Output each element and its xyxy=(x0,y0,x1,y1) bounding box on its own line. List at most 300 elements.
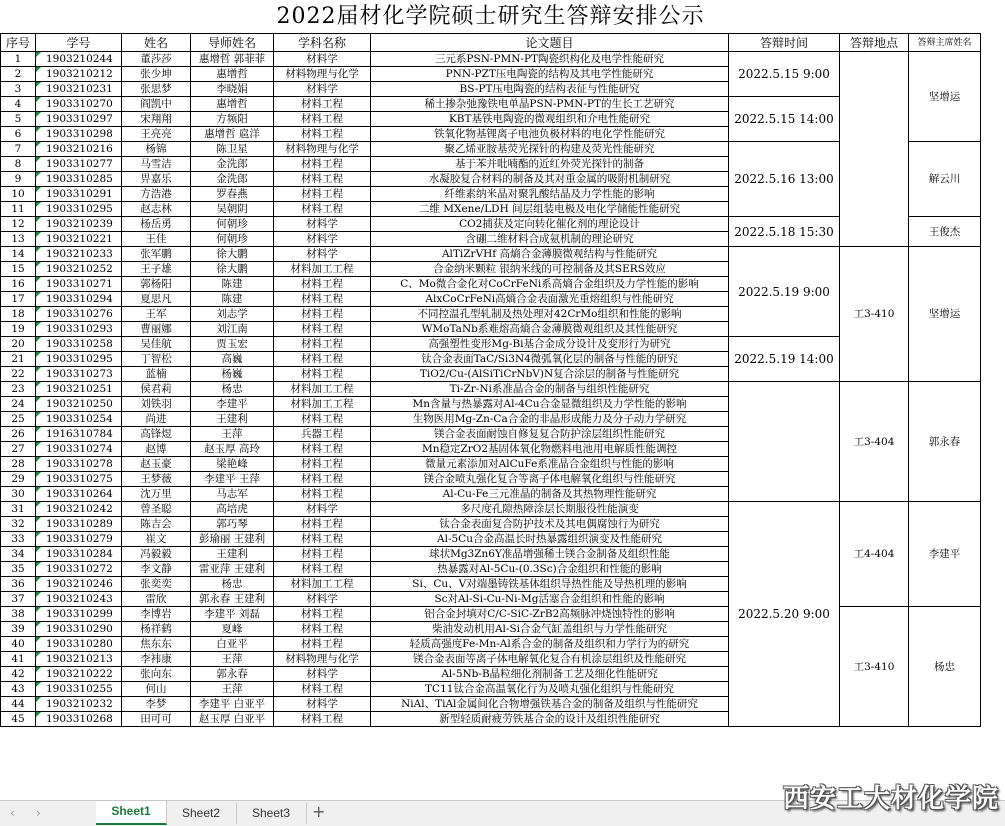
cell-sid[interactable]: 1903310298 xyxy=(36,127,122,142)
cell-no[interactable]: 40 xyxy=(1,637,36,652)
cell-no[interactable]: 18 xyxy=(1,307,36,322)
cell-major[interactable]: 材料物理与化学 xyxy=(274,652,371,667)
cell-advisor[interactable]: 何朝珍 xyxy=(191,217,274,232)
cell-sid[interactable]: 1903310297 xyxy=(36,112,122,127)
cell-major[interactable]: 材料物理与化学 xyxy=(274,67,371,82)
cell-sid[interactable]: 1903210250 xyxy=(36,397,122,412)
cell-advisor[interactable]: 吴朝阴 xyxy=(191,202,274,217)
cell-major[interactable]: 材料工程 xyxy=(274,172,371,187)
cell-no[interactable]: 43 xyxy=(1,682,36,697)
cell-advisor[interactable]: 李建平 刘磊 xyxy=(191,607,274,622)
cell-topic[interactable]: 聚乙烯亚胺基荧光探针的构建及荧光性能研究 xyxy=(371,142,729,157)
cell-time[interactable]: 2022.5.15 9:00 xyxy=(729,52,840,97)
cell-advisor[interactable]: 陈建 xyxy=(191,292,274,307)
cell-major[interactable]: 材料工程 xyxy=(274,532,371,547)
cell-major[interactable]: 材料工程 xyxy=(274,487,371,502)
cell-no[interactable]: 16 xyxy=(1,277,36,292)
cell-advisor[interactable]: 方频阳 xyxy=(191,112,274,127)
cell-major[interactable]: 材料学 xyxy=(274,667,371,682)
cell-advisor[interactable]: 王萍 xyxy=(191,427,274,442)
cell-topic[interactable]: KBT基铁电陶瓷的微观组织和介电性能研究 xyxy=(371,112,729,127)
cell-major[interactable]: 材料学 xyxy=(274,502,371,517)
cell-name[interactable]: 何山 xyxy=(122,682,191,697)
cell-major[interactable]: 材料工程 xyxy=(274,712,371,727)
cell-advisor[interactable]: 杨忠 xyxy=(191,577,274,592)
cell-no[interactable]: 41 xyxy=(1,652,36,667)
cell-sid[interactable]: 1903210242 xyxy=(36,502,122,517)
cell-no[interactable]: 10 xyxy=(1,187,36,202)
cell-advisor[interactable]: 李建平 王萍 xyxy=(191,472,274,487)
cell-name[interactable]: 夏思凡 xyxy=(122,292,191,307)
cell-major[interactable]: 材料工程 xyxy=(274,307,371,322)
cell-sid[interactable]: 1903210252 xyxy=(36,262,122,277)
cell-advisor[interactable]: 马志军 xyxy=(191,487,274,502)
table-row xyxy=(1,217,981,232)
cell-sid[interactable]: 1903310291 xyxy=(36,187,122,202)
cell-topic[interactable]: CO2捕获及定向转化催化剂的理论设计 xyxy=(371,217,729,232)
cell-advisor[interactable]: 郭永春 xyxy=(191,667,274,682)
cell-name[interactable]: 王军 xyxy=(122,307,191,322)
cell-topic[interactable]: 微量元素添加对AlCuFe系准晶合金组织与性能的影响 xyxy=(371,457,729,472)
cell-major[interactable]: 材料学 xyxy=(274,232,371,247)
cell-major[interactable]: 材料工程 xyxy=(274,337,371,352)
cell-name[interactable]: 畀嘉乐 xyxy=(122,172,191,187)
cell-topic[interactable]: TiO2/Cu-(AlSiTiCrNbV)N复合涂层的制备与性能研究 xyxy=(371,367,729,382)
header-place: 答辩地点 xyxy=(840,34,909,52)
cell-advisor[interactable]: 罗春燕 xyxy=(191,187,274,202)
cell-name[interactable]: 董莎莎 xyxy=(122,52,191,67)
cell-advisor[interactable]: 白亚平 xyxy=(191,637,274,652)
cell-sid[interactable]: 1903310294 xyxy=(36,292,122,307)
cell-name[interactable]: 张奕奕 xyxy=(122,577,191,592)
cell-no[interactable]: 24 xyxy=(1,397,36,412)
cell-name[interactable]: 杨锦 xyxy=(122,142,191,157)
cell-topic[interactable]: 轻质高强度Fe-Mn-Al系合金的制备及组织和力学行为的研究 xyxy=(371,637,729,652)
cell-name[interactable]: 方浩港 xyxy=(122,187,191,202)
cell-topic[interactable]: BS-PT压电陶瓷的结构表征与性能研究 xyxy=(371,82,729,97)
cell-major[interactable]: 材料工程 xyxy=(274,682,371,697)
cell-topic[interactable]: 球状Mg3Zn6Y准晶增强稀土镁合金制备及组织性能 xyxy=(371,547,729,562)
cell-sid[interactable]: 1903210251 xyxy=(36,382,122,397)
cell-topic[interactable]: C、Mo微合金化对CoCrFeNi系高熵合金组织及力学性能的影响 xyxy=(371,277,729,292)
cell-topic[interactable]: 多尺度孔隙热障涂层长期服役性能演变 xyxy=(371,502,729,517)
cell-sid[interactable]: 1903210239 xyxy=(36,217,122,232)
cell-major[interactable]: 材料学 xyxy=(274,697,371,712)
cell-name[interactable]: 李文静 xyxy=(122,562,191,577)
cell-topic[interactable]: 二维 MXene/LDH 间层组装电极及电化学储能性能研究 xyxy=(371,202,729,217)
cell-sid[interactable]: 1903210232 xyxy=(36,697,122,712)
cell-advisor[interactable]: 惠增哲 扈洋 xyxy=(191,127,274,142)
cell-name[interactable]: 阎凯中 xyxy=(122,97,191,112)
cell-name[interactable]: 李袆康 xyxy=(122,652,191,667)
cell-major[interactable]: 材料工程 xyxy=(274,157,371,172)
cell-sid[interactable]: 1903310295 xyxy=(36,352,122,367)
cell-no[interactable]: 2 xyxy=(1,67,36,82)
cell-place[interactable]: 工4-404 xyxy=(840,502,909,607)
cell-topic[interactable]: Mn含量与热暴露对Al-4Cu合金显微组织及力学性能的影响 xyxy=(371,397,729,412)
cell-no[interactable]: 33 xyxy=(1,532,36,547)
cell-sid[interactable]: 1903310268 xyxy=(36,712,122,727)
cell-advisor[interactable]: 惠增哲 xyxy=(191,97,274,112)
cell-no[interactable]: 15 xyxy=(1,262,36,277)
cell-major[interactable]: 材料工程 xyxy=(274,277,371,292)
cell-advisor[interactable]: 李晓娟 xyxy=(191,82,274,97)
cell-name[interactable]: 张军鹏 xyxy=(122,247,191,262)
cell-advisor[interactable]: 彭瑜丽 王建利 xyxy=(191,532,274,547)
cell-no[interactable]: 11 xyxy=(1,202,36,217)
cell-time[interactable]: 2022.5.20 9:00 xyxy=(729,502,840,727)
cell-no[interactable]: 4 xyxy=(1,97,36,112)
cell-chair[interactable]: 王俊杰 xyxy=(909,217,981,247)
cell-no[interactable]: 7 xyxy=(1,142,36,157)
cell-advisor[interactable]: 陈卫星 xyxy=(191,142,274,157)
cell-topic[interactable]: 新型轻质耐疲劳铁基合金的设计及组织性能研究 xyxy=(371,712,729,727)
cell-advisor[interactable]: 夏峰 xyxy=(191,622,274,637)
cell-topic[interactable]: PNN-PZT压电陶瓷的结构及其电学性能研究 xyxy=(371,67,729,82)
cell-topic[interactable]: 合金纳米颗粒 银纳米线的可控制备及其SERS效应 xyxy=(371,262,729,277)
cell-major[interactable]: 材料学 xyxy=(274,82,371,97)
cell-topic[interactable]: 热暴露对Al-5Cu-(0.3Sc)合金组织和性能的影响 xyxy=(371,562,729,577)
cell-advisor[interactable]: 郭巧琴 xyxy=(191,517,274,532)
cell-no[interactable]: 20 xyxy=(1,337,36,352)
cell-major[interactable]: 材料工程 xyxy=(274,607,371,622)
cell-major[interactable]: 兵器工程 xyxy=(274,427,371,442)
cell-major[interactable]: 材料加工工程 xyxy=(274,577,371,592)
cell-major[interactable]: 材料工程 xyxy=(274,367,371,382)
cell-advisor[interactable]: 郭永春 王建利 xyxy=(191,592,274,607)
cell-major[interactable]: 材料工程 xyxy=(274,457,371,472)
cell-sid[interactable]: 1916310784 xyxy=(36,427,122,442)
cell-advisor[interactable]: 刘江南 xyxy=(191,322,274,337)
cell-name[interactable]: 丁智松 xyxy=(122,352,191,367)
cell-no[interactable]: 9 xyxy=(1,172,36,187)
cell-name[interactable]: 张思梦 xyxy=(122,82,191,97)
cell-no[interactable]: 21 xyxy=(1,352,36,367)
cell-advisor[interactable]: 高巍 xyxy=(191,352,274,367)
cell-sid[interactable]: 1903210222 xyxy=(36,667,122,682)
cell-no[interactable]: 26 xyxy=(1,427,36,442)
cell-advisor[interactable]: 王萍 xyxy=(191,682,274,697)
cell-sid[interactable]: 1903310280 xyxy=(36,637,122,652)
cell-major[interactable]: 材料工程 xyxy=(274,112,371,127)
cell-no[interactable]: 38 xyxy=(1,607,36,622)
cell-name[interactable]: 张向东 xyxy=(122,667,191,682)
cell-name[interactable]: 侯君莉 xyxy=(122,382,191,397)
cell-name[interactable]: 王梦薇 xyxy=(122,472,191,487)
cell-advisor[interactable]: 惠增哲 郭菲菲 xyxy=(191,52,274,67)
cell-name[interactable]: 田可可 xyxy=(122,712,191,727)
prev-sheet-icon[interactable]: ‹ xyxy=(10,806,15,820)
cell-major[interactable]: 材料工程 xyxy=(274,127,371,142)
cell-advisor[interactable]: 徐大鹏 xyxy=(191,262,274,277)
cell-advisor[interactable]: 王建利 xyxy=(191,412,274,427)
cell-no[interactable]: 3 xyxy=(1,82,36,97)
cell-major[interactable]: 材料工程 xyxy=(274,622,371,637)
cell-name[interactable]: 宋翔翔 xyxy=(122,112,191,127)
cell-major[interactable]: 材料学 xyxy=(274,247,371,262)
cell-chair[interactable]: 坚增运 xyxy=(909,52,981,142)
cell-topic[interactable]: Al-5Cu合金高温长时热暴露组织演变及性能研究 xyxy=(371,532,729,547)
cell-name[interactable]: 赵玉豪 xyxy=(122,457,191,472)
cell-advisor[interactable]: 徐大鹏 xyxy=(191,247,274,262)
cell-no[interactable]: 12 xyxy=(1,217,36,232)
cell-sid[interactable]: 1903210243 xyxy=(36,592,122,607)
cell-sid[interactable]: 1903310289 xyxy=(36,517,122,532)
cell-no[interactable]: 6 xyxy=(1,127,36,142)
cell-topic[interactable]: 水凝胶复合材料的制备及其对重金属的吸附机制研究 xyxy=(371,172,729,187)
cell-major[interactable]: 材料工程 xyxy=(274,292,371,307)
cell-topic[interactable]: AlxCoCrFeNi高熵合金表面激光重熔组织与性能研究 xyxy=(371,292,729,307)
next-sheet-icon[interactable]: › xyxy=(36,806,41,820)
cell-major[interactable]: 材料工程 xyxy=(274,547,371,562)
cell-major[interactable]: 材料工程 xyxy=(274,562,371,577)
cell-major[interactable]: 材料加工工程 xyxy=(274,397,371,412)
cell-time[interactable]: 2022.5.18 15:30 xyxy=(729,217,840,247)
cell-time[interactable]: 2022.5.16 13:00 xyxy=(729,142,840,217)
cell-place[interactable]: 工3-410 xyxy=(840,607,909,727)
cell-advisor[interactable]: 赵玉厚 白亚平 xyxy=(191,712,274,727)
cell-name[interactable]: 刘铁羽 xyxy=(122,397,191,412)
cell-topic[interactable]: Al-Cu-Fe三元准晶的制备及其热物理性能研究 xyxy=(371,487,729,502)
cell-name[interactable]: 曹丽娜 xyxy=(122,322,191,337)
cell-no[interactable]: 34 xyxy=(1,547,36,562)
cell-major[interactable]: 材料学 xyxy=(274,217,371,232)
cell-topic[interactable]: 稀土掺杂弛豫铁电单晶PSN-PMN-PT的生长工艺研究 xyxy=(371,97,729,112)
cell-chair[interactable]: 郭永春 xyxy=(909,382,981,502)
cell-major[interactable]: 材料工程 xyxy=(274,517,371,532)
cell-name[interactable]: 蓝楠 xyxy=(122,367,191,382)
cell-major[interactable]: 材料工程 xyxy=(274,97,371,112)
cell-advisor[interactable]: 王萍 xyxy=(191,652,274,667)
cell-no[interactable]: 14 xyxy=(1,247,36,262)
cell-sid[interactable]: 1903210212 xyxy=(36,67,122,82)
tab-sheet2[interactable]: Sheet2 xyxy=(166,803,237,824)
cell-no[interactable]: 23 xyxy=(1,382,36,397)
cell-no[interactable]: 17 xyxy=(1,292,36,307)
cell-no[interactable]: 1 xyxy=(1,52,36,67)
cell-major[interactable]: 材料加工工程 xyxy=(274,262,371,277)
cell-no[interactable]: 30 xyxy=(1,487,36,502)
cell-name[interactable]: 曾圣聪 xyxy=(122,502,191,517)
cell-topic[interactable]: 纤维素纳米晶对聚乳酸结晶及力学性能的影响 xyxy=(371,187,729,202)
cell-topic[interactable]: TC11钛合金高温氧化行为及喷丸强化组织与性能研究 xyxy=(371,682,729,697)
cell-name[interactable]: 杨祥鹤 xyxy=(122,622,191,637)
cell-no[interactable]: 22 xyxy=(1,367,36,382)
header-chair: 答辩主席姓名 xyxy=(909,34,981,52)
cell-topic[interactable]: 钛合金表面复合防护技术及其电偶腐蚀行为研究 xyxy=(371,517,729,532)
cell-no[interactable]: 25 xyxy=(1,412,36,427)
cell-advisor[interactable]: 贾玉宏 xyxy=(191,337,274,352)
cell-advisor[interactable]: 杨忠 xyxy=(191,382,274,397)
cell-major[interactable]: 材料加工工程 xyxy=(274,382,371,397)
cell-topic[interactable]: WMoTaNb系难熔高熵合金薄膜微观组织及其性能研究 xyxy=(371,322,729,337)
cell-name[interactable]: 张少坤 xyxy=(122,67,191,82)
cell-chair[interactable]: 坚增运 xyxy=(909,247,981,382)
cell-sid[interactable]: 1903210246 xyxy=(36,577,122,592)
cell-sid[interactable]: 1903310254 xyxy=(36,412,122,427)
cell-sid[interactable]: 1903210213 xyxy=(36,652,122,667)
cell-sid[interactable]: 1903310255 xyxy=(36,682,122,697)
cell-name[interactable]: 王子雄 xyxy=(122,262,191,277)
cell-no[interactable]: 35 xyxy=(1,562,36,577)
cell-advisor[interactable]: 杨巍 xyxy=(191,367,274,382)
add-sheet-icon[interactable]: + xyxy=(312,802,326,821)
cell-no[interactable]: 27 xyxy=(1,442,36,457)
cell-sid[interactable]: 1903310264 xyxy=(36,487,122,502)
cell-topic[interactable]: 生物医用Mg-Zn-Ca合金的非晶形成能力及分子动力学研究 xyxy=(371,412,729,427)
cell-no[interactable]: 13 xyxy=(1,232,36,247)
cell-no[interactable]: 32 xyxy=(1,517,36,532)
cell-sid[interactable]: 1903310272 xyxy=(36,562,122,577)
cell-sid[interactable]: 1903310293 xyxy=(36,322,122,337)
cell-sid[interactable]: 1903210233 xyxy=(36,247,122,262)
cell-time[interactable]: 2022.5.19 9:00 xyxy=(729,247,840,337)
cell-advisor[interactable]: 刘志学 xyxy=(191,307,274,322)
cell-name[interactable]: 焦东东 xyxy=(122,637,191,652)
cell-topic[interactable]: Al-5Nb-B晶粒细化剂制备工艺及细化性能研究 xyxy=(371,667,729,682)
cell-advisor[interactable]: 惠增哲 xyxy=(191,67,274,82)
cell-major[interactable]: 材料工程 xyxy=(274,637,371,652)
cell-sid[interactable]: 1903310284 xyxy=(36,547,122,562)
cell-advisor[interactable]: 高培虎 xyxy=(191,502,274,517)
cell-no[interactable]: 29 xyxy=(1,472,36,487)
cell-no[interactable]: 31 xyxy=(1,502,36,517)
cell-name[interactable]: 王亮亮 xyxy=(122,127,191,142)
cell-major[interactable]: 材料学 xyxy=(274,592,371,607)
cell-sid[interactable]: 1903310299 xyxy=(36,607,122,622)
cell-name[interactable]: 郭杨阳 xyxy=(122,277,191,292)
cell-no[interactable]: 44 xyxy=(1,697,36,712)
cell-major[interactable]: 材料学 xyxy=(274,52,371,67)
cell-no[interactable]: 5 xyxy=(1,112,36,127)
cell-sid[interactable]: 1903310275 xyxy=(36,472,122,487)
cell-chair[interactable]: 杨忠 xyxy=(909,607,981,727)
cell-topic[interactable]: 钛合金表面TaC/Si3N4微弧氧化层的制备与性能的研究 xyxy=(371,352,729,367)
cell-advisor[interactable]: 梁艳峰 xyxy=(191,457,274,472)
cell-topic[interactable]: 镁合金喷丸强化复合等离子体电解氧化组织与性能研究 xyxy=(371,472,729,487)
tab-sheet3[interactable]: Sheet3 xyxy=(236,803,307,824)
cell-advisor[interactable]: 王建利 xyxy=(191,547,274,562)
cell-sid[interactable]: 1903310270 xyxy=(36,97,122,112)
cell-no[interactable]: 42 xyxy=(1,667,36,682)
cell-advisor[interactable]: 金洗郎 xyxy=(191,172,274,187)
cell-name[interactable]: 李博岩 xyxy=(122,607,191,622)
cell-name[interactable]: 赵博 xyxy=(122,442,191,457)
cell-sid[interactable]: 1903210244 xyxy=(36,52,122,67)
cell-advisor[interactable]: 陈建 xyxy=(191,277,274,292)
cell-name[interactable]: 吴佳航 xyxy=(122,337,191,352)
cell-no[interactable]: 8 xyxy=(1,157,36,172)
cell-no[interactable]: 28 xyxy=(1,457,36,472)
cell-chair[interactable]: 李建平 xyxy=(909,502,981,607)
cell-sid[interactable]: 1903210221 xyxy=(36,232,122,247)
cell-no[interactable]: 37 xyxy=(1,592,36,607)
cell-advisor[interactable]: 雷亚萍 王建利 xyxy=(191,562,274,577)
cell-sid[interactable]: 1903310258 xyxy=(36,337,122,352)
cell-topic[interactable]: Mn稳定ZrO2基固体氧化物燃料电池用电解质性能调控 xyxy=(371,442,729,457)
cell-sid[interactable]: 1903310273 xyxy=(36,367,122,382)
cell-sid[interactable]: 1903310274 xyxy=(36,442,122,457)
cell-name[interactable]: 王佳 xyxy=(122,232,191,247)
cell-chair[interactable]: 解云川 xyxy=(909,142,981,217)
cell-topic[interactable]: 三元系PSN-PMN-PT陶瓷织构化及电学性能研究 xyxy=(371,52,729,67)
cell-topic[interactable]: Si、Cu、V对端墨铸铁基体组织导热性能及导热机理的影响 xyxy=(371,577,729,592)
cell-sid[interactable]: 1903210231 xyxy=(36,82,122,97)
cell-name[interactable]: 李梦 xyxy=(122,697,191,712)
cell-topic[interactable]: Ti-Zr-Ni系准晶合金的制备与组织性能研究 xyxy=(371,382,729,397)
cell-major[interactable]: 材料工程 xyxy=(274,322,371,337)
cell-name[interactable]: 沈万里 xyxy=(122,487,191,502)
cell-topic[interactable]: 基于苯并吡喃酯的近红外荧光探针的制备 xyxy=(371,157,729,172)
cell-place[interactable]: 工3-404 xyxy=(840,382,909,502)
cell-name[interactable]: 杨岳勇 xyxy=(122,217,191,232)
cell-sid[interactable]: 1903310290 xyxy=(36,622,122,637)
cell-topic[interactable]: 镁合金表面耐蚀自修复复合防护涂层组织性能研究 xyxy=(371,427,729,442)
cell-advisor[interactable]: 赵玉厚 高玲 xyxy=(191,442,274,457)
cell-name[interactable]: 崔文 xyxy=(122,532,191,547)
cell-time[interactable] xyxy=(729,382,840,502)
cell-topic[interactable]: Sc对Al-Si-Cu-Ni-Mg活塞合金组织和性能的影响 xyxy=(371,592,729,607)
cell-topic[interactable]: 铝合金封填对C/C-SiC-ZrB2高频脉冲烧蚀特性的影响 xyxy=(371,607,729,622)
cell-place[interactable] xyxy=(840,52,909,247)
cell-topic[interactable]: 铁氧化物基锂离子电池负极材料的电化学性能研究 xyxy=(371,127,729,142)
cell-topic[interactable]: NiAl、TiAl金属间化合物增强铁基合金的制备及组织与性能研究 xyxy=(371,697,729,712)
cell-sid[interactable]: 1903310295 xyxy=(36,202,122,217)
cell-sid[interactable]: 1903310271 xyxy=(36,277,122,292)
cell-major[interactable]: 材料工程 xyxy=(274,202,371,217)
cell-topic[interactable]: AlTiZrVHf 高熵合金薄膜微观结构与性能研究 xyxy=(371,247,729,262)
cell-advisor[interactable]: 李建平 xyxy=(191,397,274,412)
cell-major[interactable]: 材料工程 xyxy=(274,412,371,427)
cell-no[interactable]: 39 xyxy=(1,622,36,637)
cell-major[interactable]: 材料工程 xyxy=(274,442,371,457)
cell-advisor[interactable]: 金洗郎 xyxy=(191,157,274,172)
cell-no[interactable]: 19 xyxy=(1,322,36,337)
cell-topic[interactable]: 镁合金表面等离子体电解氧化复合有机涂层组织及性能研究 xyxy=(371,652,729,667)
cell-sid[interactable]: 1903310276 xyxy=(36,307,122,322)
cell-topic[interactable]: 柴油发动机用Al-Si合金气缸盖组织与力学性能研究 xyxy=(371,622,729,637)
cell-name[interactable]: 陈吉会 xyxy=(122,517,191,532)
cell-name[interactable]: 冯毅毅 xyxy=(122,547,191,562)
cell-sid[interactable]: 1903210216 xyxy=(36,142,122,157)
cell-sid[interactable]: 1903310277 xyxy=(36,157,122,172)
cell-topic[interactable]: 高强塑性变形Mg-Bi基合金成分设计及变形行为研究 xyxy=(371,337,729,352)
cell-sid[interactable]: 1903310278 xyxy=(36,457,122,472)
cell-topic[interactable]: 不同控温孔型轧制及热处理对42CrMo组织和性能的影响 xyxy=(371,307,729,322)
cell-name[interactable]: 马雪洁 xyxy=(122,157,191,172)
cell-topic[interactable]: 含硼二维材料合成氨机制的理论研究 xyxy=(371,232,729,247)
cell-advisor[interactable]: 何朝珍 xyxy=(191,232,274,247)
cell-time[interactable]: 2022.5.19 14:00 xyxy=(729,337,840,382)
cell-sid[interactable]: 1903310279 xyxy=(36,532,122,547)
cell-place[interactable]: 工3-410 xyxy=(840,247,909,382)
cell-name[interactable]: 雷欣 xyxy=(122,592,191,607)
tab-sheet1[interactable]: Sheet1 xyxy=(96,801,167,825)
cell-time[interactable]: 2022.5.15 14:00 xyxy=(729,97,840,142)
cell-major[interactable]: 材料工程 xyxy=(274,472,371,487)
cell-major[interactable]: 材料物理与化学 xyxy=(274,142,371,157)
cell-name[interactable]: 高锋煜 xyxy=(122,427,191,442)
cell-sid[interactable]: 1903310285 xyxy=(36,172,122,187)
cell-major[interactable]: 材料工程 xyxy=(274,187,371,202)
cell-major[interactable]: 材料工程 xyxy=(274,352,371,367)
header-topic: 论文题目 xyxy=(371,34,729,52)
cell-name[interactable]: 赵志林 xyxy=(122,202,191,217)
cell-name[interactable]: 尚进 xyxy=(122,412,191,427)
cell-no[interactable]: 36 xyxy=(1,577,36,592)
cell-advisor[interactable]: 李建平 白亚平 xyxy=(191,697,274,712)
cell-no[interactable]: 45 xyxy=(1,712,36,727)
